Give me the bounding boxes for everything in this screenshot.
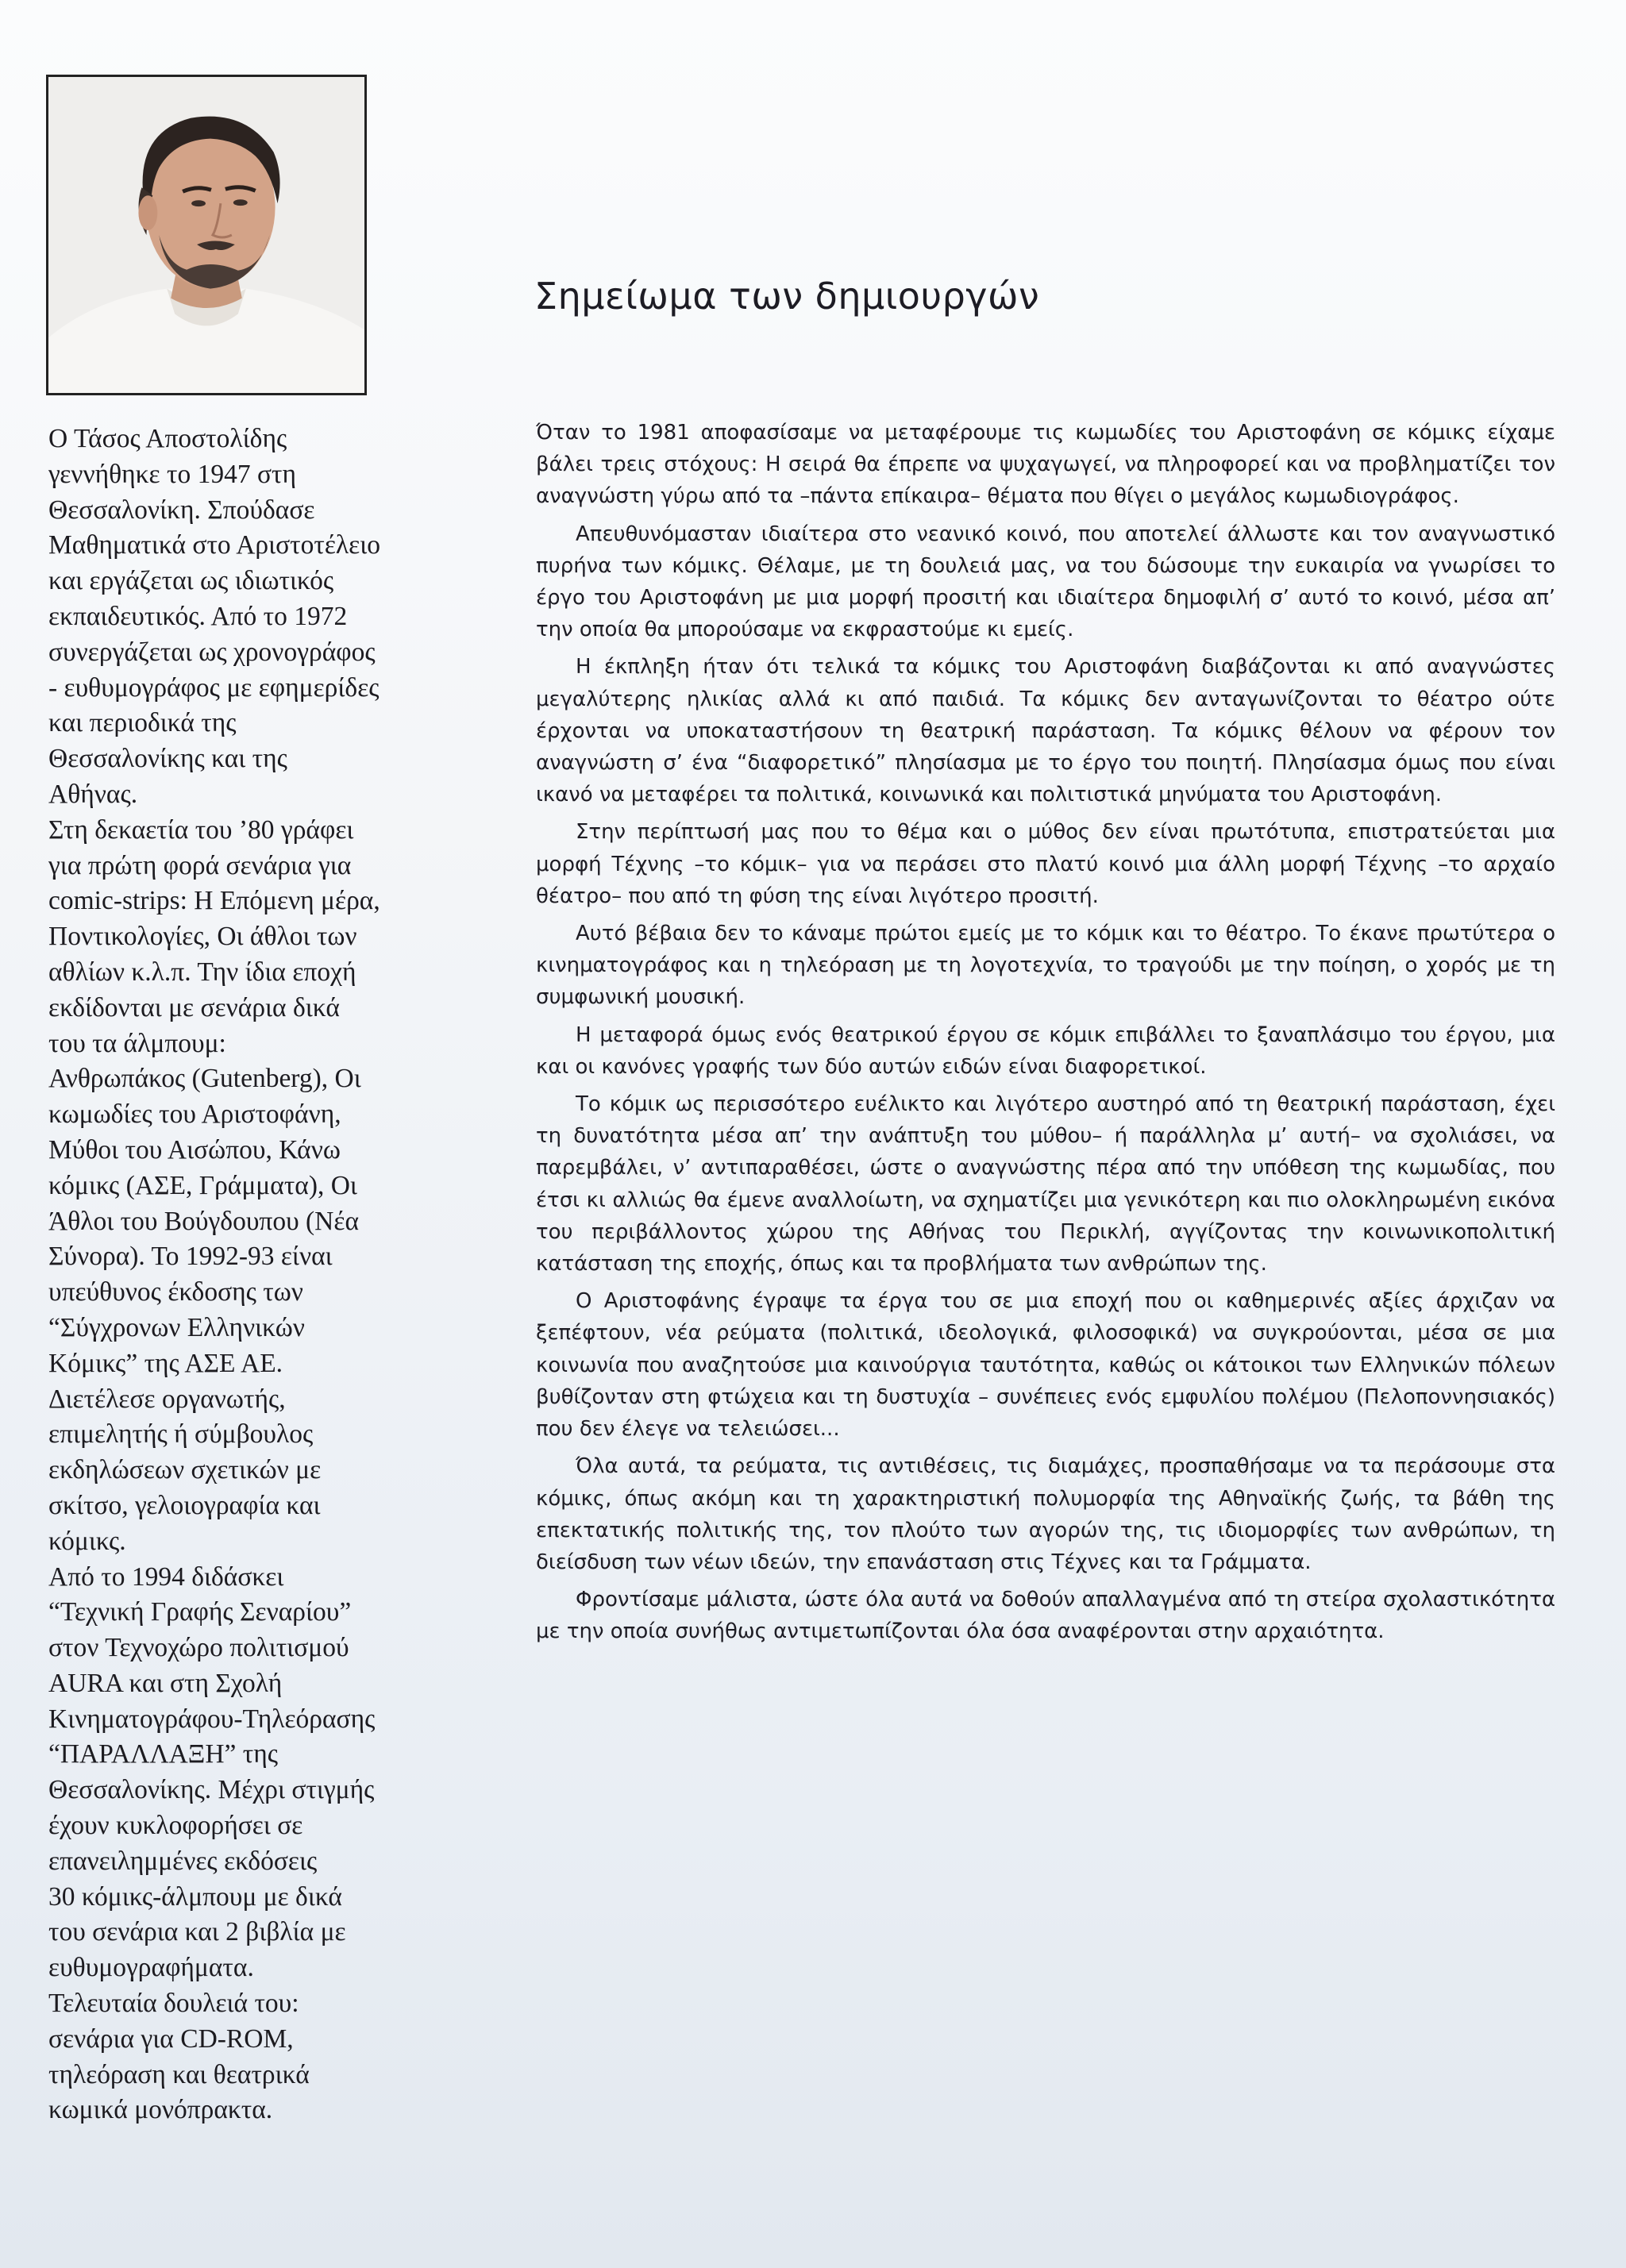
bio-line: συνεργάζεται ως χρονογράφος (48, 637, 376, 667)
bio-line: κόμικς. (48, 1526, 126, 1556)
bio-line: και εργάζεται ως ιδιωτικός (48, 566, 334, 596)
bio-line: αθλίων κ.λ.π. Την ίδια εποχή (48, 957, 356, 987)
bio-line: Διετέλεσε οργανωτής, (48, 1384, 286, 1414)
page-title: Σημείωμα των δημιουργών (534, 275, 1040, 318)
note-paragraph: Όταν το 1981 αποφασίσαμε να μεταφέρουμε τις κωμωδίες του Αριστοφάνη σε κόμικς είχαμε βάλει τρεις στόχους: Η σειρά θα έπρεπε να ψυχαγωγεί, να πληροφορεί και να προβληματίζει τον αναγνώστη γύρω από τα –πάντα επίκαιρα– θέματα που θίγει ο μεγάλος κωμωδιογράφος. (536, 421, 1555, 509)
bio-line: AURA και στη Σχολή (48, 1668, 283, 1698)
bio-line: Μύθοι του Αισώπου, Κάνω (48, 1134, 341, 1165)
bio-line: σενάρια για CD-ROM, (48, 2023, 294, 2054)
bio-line: Κινηματογράφου-Τηλεόρασης (48, 1704, 376, 1734)
bio-line: κόμικς (ΑΣΕ, Γράμματα), Οι (48, 1170, 357, 1200)
bio-line: για πρώτη φορά σενάρια για (48, 850, 352, 880)
bio-line: Άθλοι του Βούγδουπου (Νέα (48, 1206, 359, 1236)
note-paragraph: Η έκπληξη ήταν ότι τελικά τα κόμικς του Αριστοφάνη διαβάζονται κι από αναγνώστες μεγαλύτερης ηλικίας αλλά κι από παιδιά. Τα κόμικς δεν ανταγωνίζονται το θέατρο ούτε έρχονται να υποκαταστήσουν τη θεατρική παράσταση. Τα κόμικς θέλουν να φέρουν τον αναγνώστη σ’ ένα “διαφορετικό” πλησίασμα με το έργο του ποιητή. Πλησίασμα όμως που είναι ικανό να μεταφέρει τα πολιτικά, κοινωνικά και πολιτιστικά μηνύματα του Αριστοφάνη. (536, 655, 1555, 807)
bio-line: επανειλημμένες εκδόσεις (48, 1846, 318, 1876)
note-paragraph: Το κόμικ ως περισσότερο ευέλικτο και λιγότερο αυστηρό από τη θεατρική παράσταση, έχει τη δυνατότητα μέσα απ’ την ανάπτυξη του μύθου– ή παράλληλα μ’ αυτή– να σχολιάσει, να παρεμβάλει, ν’ αντιπαραθέσει, ώστε ο αναγνώστης πέρα από την υπόθεση της κωμωδίας, που έτσι κι αλλιώς θα έμενε αναλλοίωτη, να σχηματίζει μια γενικότερη και πιο ολοκληρωμένη εικόνα του περιβάλλοντος χώρου της Αθήνας του Περικλή, αγγίζοντας την κοινωνικοπολιτική κατάσταση της εποχής, όπως και τα προβλήματα των ανθρώπων της. (536, 1092, 1555, 1276)
bio-line: Τελευταία δουλειά του: (48, 1989, 299, 2019)
note-paragraph: Όλα αυτά, τα ρεύματα, τις αντιθέσεις, τις διαμάχες, προσπαθήσαμε να τα περάσουμε στα κόμικς, όπως ακόμη και τη χαρακτηριστική πολυμορφία της Αθηναϊκής ζωής, τα βάθη της επεκτατικής πολιτικής της, τον πλούτο των αγορών της, τις ιδιομορφίες των ανθρώπων, τη διείσδυση των νέων ιδεών, την επανάσταση στις Τέχνες και τα Γράμματα. (536, 1454, 1555, 1574)
bio-line: τηλεόραση και θεατρικά (48, 2059, 310, 2089)
bio-line: Μαθηματικά στο Αριστοτέλειο (48, 530, 380, 560)
bio-line: Θεσσαλονίκης. Μέχρι στιγμής (48, 1775, 375, 1805)
bio-line: Αθήνας. (48, 779, 138, 809)
note-paragraph: Φροντίσαμε μάλιστα, ώστε όλα αυτά να δοθούν απαλλαγμένα από τη στείρα σχολαστικότητα με την οποία συνήθως αντιμετωπίζονται όλα όσα αναφέρονται στην αρχαιότητα. (536, 1588, 1555, 1644)
bio-line: εκπαιδευτικός. Από το 1972 (48, 601, 348, 631)
creators-note (536, 417, 1555, 1654)
note-paragraph: Αυτό βέβαια δεν το κάναμε πρώτοι εμείς με το κόμικ και το θέατρο. Το έκανε πρωτύτερα ο κινηματογράφος και η τηλεόραση με τη λογοτεχνία, το τραγούδι με την ποίηση, ο χορός με τη συμφωνική μουσική. (536, 922, 1555, 1010)
bio-line: και περιοδικά της (48, 708, 237, 738)
bio-line: Ανθρωπάκος (Gutenberg), Οι (48, 1064, 361, 1094)
bio-line: έχουν κυκλοφορήσει σε (48, 1811, 303, 1841)
bio-line: εκδίδονται με σενάρια δικά (48, 992, 340, 1022)
note-paragraph: Στην περίπτωσή μας που το θέμα και ο μύθος δεν είναι πρωτότυπα, επιστρατεύεται μια μορφή Τέχνης –το κόμικ– για να περάσει στο πλατύ κοινό μια άλλη μορφή Τέχνης –το αρχαίο θέατρο– που από τη φύση της είναι λιγότερο προσιτή. (536, 820, 1555, 908)
bio-line: Ο Τάσος Αποστολίδης (48, 424, 287, 453)
bio-line: Θεσσαλονίκη. Σπούδασε (48, 495, 315, 525)
bio-line: - ευθυμογράφος με εφημερίδες (48, 672, 380, 703)
note-paragraph: Ο Αριστοφάνης έγραψε τα έργα του σε μια εποχή που οι καθημερινές αξίες άρχιζαν να ξεπέφτουν, νέα ρεύματα (πολιτικά, ιδεολογικά, φιλοσοφικά) να συγκρούονται, μέσα σε μια κοινωνία που αναζητούσε μια καινούργια ταυτότητα, καθώς οι κάτοικοι των Ελληνικών πόλεων βυθίζονταν στη φτώχεια και τη δυστυχία – συνέπειες ενός εμφυλίου πολέμου (Πελοποννησιακός) που δεν έλεγε να τελειώσει... (536, 1289, 1555, 1442)
author-bio (48, 422, 461, 2128)
author-portrait-image (48, 77, 364, 393)
bio-line: Κόμικς” της ΑΣΕ ΑΕ. (48, 1348, 283, 1378)
bio-line: Ποντικολογίες, Οι άθλοι των (48, 922, 357, 952)
bio-line: comic-strips: Η Επόμενη μέρα, (48, 886, 380, 916)
bio-line: γεννήθηκε το 1947 στη (48, 459, 297, 489)
bio-line: υπεύθυνος έκδοσης των (48, 1277, 303, 1307)
bio-line: Σύνορα). Το 1992-93 είναι (48, 1242, 333, 1272)
bio-line: Θεσσαλονίκης και της (48, 744, 287, 774)
bio-line: “Τεχνική Γραφής Σεναρίου” (48, 1597, 352, 1627)
bio-line: του σενάρια και 2 βιβλία με (48, 1917, 346, 1947)
author-portrait (46, 75, 367, 395)
bio-line: του τα άλμπουμ: (48, 1028, 226, 1058)
bio-line: κωμωδίες του Αριστοφάνη, (48, 1099, 341, 1130)
bio-line: Από το 1994 διδάσκει (48, 1561, 284, 1592)
bio-line: Στη δεκαετία του ’80 γράφει (48, 814, 354, 845)
bio-line: κωμικά μονόπρακτα. (48, 2095, 273, 2125)
bio-line: “Σύγχρονων Ελληνικών (48, 1312, 305, 1342)
bio-line: στον Τεχνοχώρο πολιτισμού (48, 1633, 349, 1663)
bio-line: “ΠΑΡΑΛΛΑΞΗ” της (48, 1739, 279, 1769)
bio-line: 30 κόμικς-άλμπουμ με δικά (48, 1881, 342, 1912)
bio-line: ευθυμογραφήματα. (48, 1953, 254, 1983)
bio-line: σκίτσο, γελοιογραφία και (48, 1490, 321, 1520)
bio-line: εκδηλώσεων σχετικών με (48, 1455, 322, 1485)
bio-line: επιμελητής ή σύμβουλος (48, 1419, 314, 1450)
note-paragraph: Απευθυνόμασταν ιδιαίτερα στο νεανικό κοινό, που αποτελεί άλλωστε και τον αναγνωστικό πυρήνα των κόμικς. Θέλαμε, με τη δουλειά μας, να του δώσουμε την ευκαιρία να γνωρίσει το έργο του Αριστοφάνη με μια μορφή προσιτή και ιδιαίτερα δημοφιλή σ’ αυτό το κοινό, μέσα απ’ την οποία θα μπορούσαμε να εκφραστούμε κι εμείς. (536, 522, 1555, 642)
note-paragraph: Η μεταφορά όμως ενός θεατρικού έργου σε κόμικ επιβάλλει το ξαναπλάσιμο του έργου, μια και οι κανόνες γραφής των δύο αυτών ειδών είναι διαφορετικοί. (536, 1022, 1555, 1079)
